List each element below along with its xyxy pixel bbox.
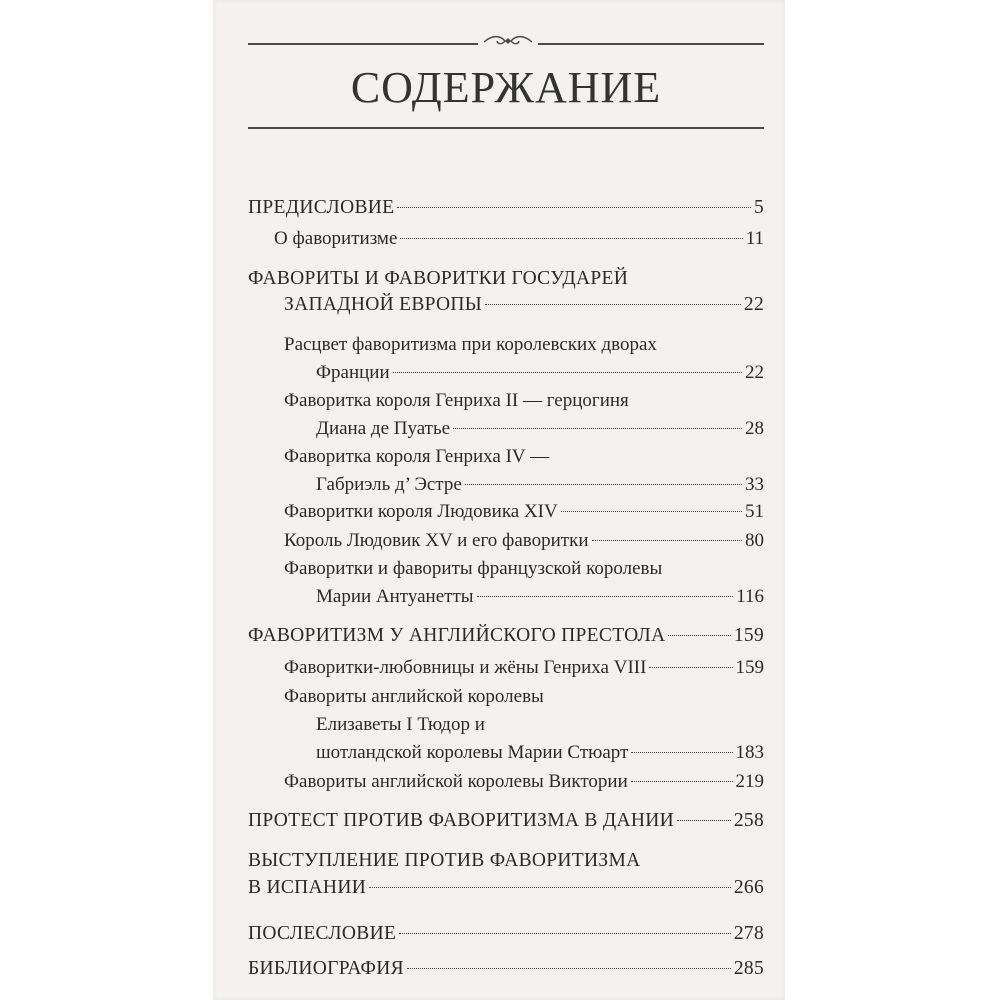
page-number: 22	[743, 294, 764, 315]
page-number: 116	[736, 586, 764, 607]
page-number: 80	[745, 530, 764, 551]
page-title: СОДЕРЖАНИЕ	[350, 63, 662, 112]
page-number: 219	[735, 771, 764, 792]
page-number: 258	[733, 810, 764, 831]
toc-entry-preface[interactable]: ПРЕДИСЛОВИЕ 5	[248, 197, 764, 218]
toc-entry-elizabeth-line2[interactable]: Елизаветы I Тюдор и	[316, 714, 485, 735]
toc-entry-spain-line1[interactable]: ВЫСТУПЛЕНИЕ ПРОТИВ ФАВОРИТИЗМА	[248, 850, 641, 871]
toc-entry-western-europe[interactable]: ЗАПАДНОЙ ЕВРОПЫ 22	[284, 294, 764, 315]
dot-leader	[677, 820, 731, 821]
page-number: 278	[733, 923, 764, 944]
page-number: 11	[745, 228, 764, 249]
toc-entry-louis14[interactable]: Фаворитки короля Людовика XIV 51	[284, 501, 764, 522]
dot-leader	[369, 887, 731, 888]
ornament-icon	[478, 32, 538, 52]
toc-entry-henry2[interactable]: Диана де Пуатье 28	[316, 418, 764, 439]
toc-entry-favoritism[interactable]: О фаворитизме 11	[274, 228, 764, 249]
dot-leader	[561, 511, 742, 512]
dot-leader	[477, 596, 734, 597]
page-number: 22	[745, 362, 764, 383]
dot-leader	[465, 484, 742, 485]
bottom-rule	[248, 127, 764, 129]
toc-entry-afterword[interactable]: ПОСЛЕСЛОВИЕ 278	[248, 923, 764, 944]
toc-entry-spain[interactable]: В ИСПАНИИ 266	[248, 877, 764, 898]
dot-leader	[631, 752, 732, 753]
toc-entry-marie-antoinette-line1[interactable]: Фаворитки и фавориты французской королевы	[284, 558, 663, 579]
toc-entry-denmark[interactable]: ПРОТЕСТ ПРОТИВ ФАВОРИТИЗМА В ДАНИИ 258	[248, 810, 764, 831]
dot-leader	[407, 968, 731, 969]
toc-entry-henry4-line1[interactable]: Фаворитка короля Генриха IV —	[284, 446, 550, 467]
toc-entry-henry8[interactable]: Фаворитки-любовницы и жёны Генриха VIII 159	[284, 657, 764, 678]
toc-entry-france-courts[interactable]: Франции 22	[316, 362, 764, 383]
toc-entry-bibliography[interactable]: БИБЛИОГРАФИЯ 285	[248, 958, 764, 979]
dot-leader	[393, 372, 742, 373]
page-number: 28	[745, 418, 764, 439]
toc-entry-victoria[interactable]: Фавориты английской королевы Виктории 219	[284, 771, 764, 792]
toc-entry-england[interactable]: ФАВОРИТИЗМ У АНГЛИЙСКОГО ПРЕСТОЛА 159	[248, 625, 764, 646]
page-number: 183	[735, 742, 764, 763]
toc-entry-henry4[interactable]: Габриэль д’ Эстре 33	[316, 474, 764, 495]
page-number: 51	[745, 501, 764, 522]
dot-leader	[397, 207, 751, 208]
page-number: 159	[735, 657, 764, 678]
dot-leader	[400, 238, 742, 239]
toc-entry-france-courts-line1[interactable]: Расцвет фаворитизма при королевских дворах	[284, 334, 657, 355]
dot-leader	[668, 635, 730, 636]
dot-leader	[485, 304, 741, 305]
toc-entry-henry2-line1[interactable]: Фаворитка короля Генриха II — герцогиня	[284, 390, 629, 411]
dot-leader	[649, 667, 732, 668]
page-number: 266	[733, 877, 764, 898]
toc-entry-marie-antoinette[interactable]: Марии Антуанетты 116	[316, 586, 764, 607]
dot-leader	[631, 781, 733, 782]
toc-entry-western-europe-line1[interactable]: ФАВОРИТЫ И ФАВОРИТКИ ГОСУДАРЕЙ	[248, 268, 629, 289]
toc-entry-elizabeth-line1[interactable]: Фавориты английской королевы	[284, 686, 544, 707]
page-number: 33	[745, 474, 764, 495]
page-number: 285	[733, 958, 764, 979]
page-number: 159	[733, 625, 764, 646]
toc-entry-elizabeth[interactable]: шотландской королевы Марии Стюарт 183	[316, 742, 764, 763]
dot-leader	[453, 428, 742, 429]
dot-leader	[592, 540, 742, 541]
page-number: 5	[753, 197, 764, 218]
dot-leader	[399, 933, 731, 934]
toc-entry-louis15[interactable]: Король Людовик XV и его фаворитки 80	[284, 530, 764, 551]
